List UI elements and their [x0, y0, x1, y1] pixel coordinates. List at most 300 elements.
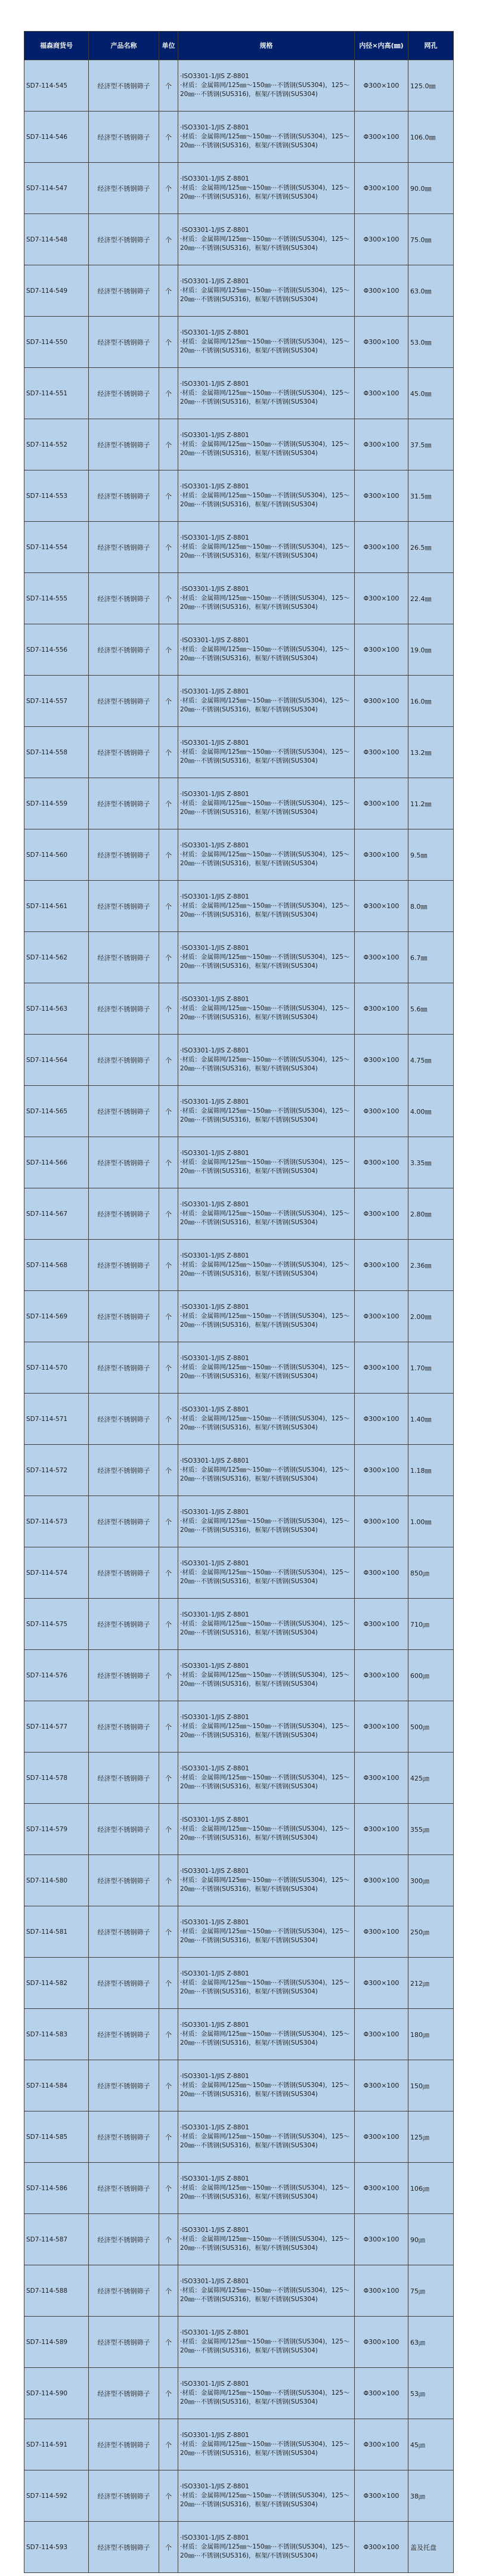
table-row [24, 778, 454, 829]
product-code-cell: SD7-114-548 [24, 214, 89, 265]
unit-cell: 个 [159, 1599, 178, 1650]
spec-material-text: ·材质：金属筛网/125㎜～150㎜⋯不锈钢(SUS304)，125～20㎜⋯不锈钢(SUS316)，框架/不锈钢(SUS304) [180, 902, 350, 918]
size-cell: Φ300×100 [355, 727, 408, 778]
spec-material-text: ·材质：金属筛网/125㎜～150㎜⋯不锈钢(SUS304)，125～20㎜⋯不锈钢(SUS316)，框架/不锈钢(SUS304) [180, 82, 350, 98]
unit-cell: 个 [159, 1137, 178, 1188]
table-row [24, 2522, 454, 2573]
unit-cell: 个 [159, 829, 178, 881]
product-name-cell: 经济型不锈钢筛子 [89, 1291, 159, 1342]
spec-cell [178, 573, 355, 624]
size-cell: Φ300×100 [355, 1086, 408, 1137]
spec-standard-text: ·ISO3301-1/JIS Z-8801 [180, 227, 249, 234]
spec-material-text: ·材质：金属筛网/125㎜～150㎜⋯不锈钢(SUS304)，125～20㎜⋯不锈钢(SUS316)，框架/不锈钢(SUS304) [180, 236, 350, 252]
mesh-cell: 1.00㎜ [408, 1496, 454, 1547]
product-name-cell: 经济型不锈钢筛子 [89, 265, 159, 317]
spec-cell [178, 522, 355, 573]
product-code-cell: SD7-114-581 [24, 1906, 89, 1958]
product-name-cell: 经济型不锈钢筛子 [89, 573, 159, 624]
mesh-cell: 16.0㎜ [408, 676, 454, 727]
product-code-cell: SD7-114-549 [24, 265, 89, 317]
table-row [24, 1240, 454, 1291]
product-code-cell: SD7-114-564 [24, 1035, 89, 1086]
size-cell: Φ300×100 [355, 1137, 408, 1188]
spec-cell [178, 1445, 355, 1496]
size-cell: Φ300×100 [355, 2265, 408, 2317]
spec-standard-text: ·ISO3301-1/JIS Z-8801 [180, 893, 249, 900]
spec-cell [178, 2317, 355, 2368]
product-name-cell: 经济型不锈钢筛子 [89, 1496, 159, 1547]
table-row [24, 317, 454, 368]
size-cell: Φ300×100 [355, 2470, 408, 2522]
product-name-cell: 经济型不锈钢筛子 [89, 778, 159, 829]
size-cell: Φ300×100 [355, 1906, 408, 1958]
table-row [24, 1650, 454, 1701]
product-code-cell: SD7-114-585 [24, 2111, 89, 2163]
product-code-cell: SD7-114-574 [24, 1547, 89, 1599]
product-name-cell: 经济型不锈钢筛子 [89, 932, 159, 983]
spec-standard-text: ·ISO3301-1/JIS Z-8801 [180, 637, 249, 644]
mesh-cell: 2.80㎜ [408, 1188, 454, 1240]
size-cell: Φ300×100 [355, 419, 408, 470]
spec-cell [178, 1753, 355, 1804]
product-name-cell: 经济型不锈钢筛子 [89, 419, 159, 470]
table-row [24, 932, 454, 983]
spec-standard-text: ·ISO3301-1/JIS Z-8801 [180, 1611, 249, 1618]
product-name-cell: 经济型不锈钢筛子 [89, 2419, 159, 2470]
product-code-cell: SD7-114-555 [24, 573, 89, 624]
spec-standard-text: ·ISO3301-1/JIS Z-8801 [180, 2483, 249, 2490]
mesh-cell: 1.18㎜ [408, 1445, 454, 1496]
spec-cell [178, 1291, 355, 1342]
spec-material-text: ·材质：金属筛网/125㎜～150㎜⋯不锈钢(SUS304)，125～20㎜⋯不锈钢(SUS316)，框架/不锈钢(SUS304) [180, 800, 350, 816]
product-name-cell: 经济型不锈钢筛子 [89, 881, 159, 932]
spec-material-text: ·材质：金属筛网/125㎜～150㎜⋯不锈钢(SUS304)，125～20㎜⋯不锈钢(SUS316)，框架/不锈钢(SUS304) [180, 595, 350, 611]
product-name-cell: 经济型不锈钢筛子 [89, 1445, 159, 1496]
unit-cell: 个 [159, 60, 178, 112]
product-code-cell: SD7-114-568 [24, 1240, 89, 1291]
mesh-cell: 2.00㎜ [408, 1291, 454, 1342]
spec-cell [178, 112, 355, 163]
spec-material-text: ·材质：金属筛网/125㎜～150㎜⋯不锈钢(SUS304)，125～20㎜⋯不锈钢(SUS316)，框架/不锈钢(SUS304) [180, 697, 350, 713]
table-row [24, 881, 454, 932]
spec-material-text: ·材质：金属筛网/125㎜～150㎜⋯不锈钢(SUS304)，125～20㎜⋯不锈钢(SUS316)，框架/不锈钢(SUS304) [180, 287, 350, 303]
product-code-cell: SD7-114-561 [24, 881, 89, 932]
spec-standard-text: ·ISO3301-1/JIS Z-8801 [180, 1765, 249, 1772]
product-name-cell: 经济型不锈钢筛子 [89, 1188, 159, 1240]
product-code-cell: SD7-114-557 [24, 676, 89, 727]
mesh-cell: 45㎛ [408, 2419, 454, 2470]
mesh-cell: 26.5㎜ [408, 522, 454, 573]
product-code-cell: SD7-114-586 [24, 2163, 89, 2214]
spec-material-text: ·材质：金属筛网/125㎜～150㎜⋯不锈钢(SUS304)，125～20㎜⋯不锈钢(SUS316)，框架/不锈钢(SUS304) [180, 2287, 350, 2303]
spec-material-text: ·材质：金属筛网/125㎜～150㎜⋯不锈钢(SUS304)，125～20㎜⋯不锈钢(SUS316)，框架/不锈钢(SUS304) [180, 2338, 350, 2354]
table-row [24, 1958, 454, 2009]
spec-material-text: ·材质：金属筛网/125㎜～150㎜⋯不锈钢(SUS304)，125～20㎜⋯不锈钢(SUS316)，框架/不锈钢(SUS304) [180, 1261, 350, 1277]
table-row [24, 60, 454, 112]
unit-cell: 个 [159, 112, 178, 163]
unit-cell: 个 [159, 932, 178, 983]
header-unit: 单位 [159, 32, 178, 60]
product-name-cell: 经济型不锈钢筛子 [89, 112, 159, 163]
table-row [24, 2111, 454, 2163]
product-name-cell: 经济型不锈钢筛子 [89, 60, 159, 112]
spec-material-text: ·材质：金属筛网/125㎜～150㎜⋯不锈钢(SUS304)，125～20㎜⋯不锈钢(SUS316)，框架/不锈钢(SUS304) [180, 851, 350, 867]
size-cell: Φ300×100 [355, 778, 408, 829]
product-name-cell: 经济型不锈钢筛子 [89, 1035, 159, 1086]
mesh-cell: 106㎛ [408, 2163, 454, 2214]
table-row [24, 2317, 454, 2368]
spec-cell [178, 778, 355, 829]
unit-cell: 个 [159, 727, 178, 778]
product-code-cell: SD7-114-562 [24, 932, 89, 983]
spec-material-text: ·材质：金属筛网/125㎜～150㎜⋯不锈钢(SUS304)，125～20㎜⋯不锈钢(SUS316)，框架/不锈钢(SUS304) [180, 1877, 350, 1893]
mesh-cell: 6.7㎜ [408, 932, 454, 983]
unit-cell: 个 [159, 1445, 178, 1496]
spec-cell [178, 1599, 355, 1650]
mesh-cell: 500㎛ [408, 1701, 454, 1753]
table-row [24, 1188, 454, 1240]
product-code-cell: SD7-114-593 [24, 2522, 89, 2573]
spec-cell [178, 624, 355, 676]
table-row [24, 1804, 454, 1855]
spec-cell [178, 1958, 355, 2009]
unit-cell: 个 [159, 1804, 178, 1855]
spec-standard-text: ·ISO3301-1/JIS Z-8801 [180, 2380, 249, 2388]
spec-standard-text: ·ISO3301-1/JIS Z-8801 [180, 2227, 249, 2234]
table-row [24, 2470, 454, 2522]
spec-cell [178, 1137, 355, 1188]
table-row [24, 1547, 454, 1599]
product-name-cell: 经济型不锈钢筛子 [89, 1547, 159, 1599]
product-name-cell: 经济型不锈钢筛子 [89, 1599, 159, 1650]
table-row [24, 2368, 454, 2419]
size-cell: Φ300×100 [355, 2163, 408, 2214]
unit-cell: 个 [159, 2214, 178, 2265]
spec-cell [178, 60, 355, 112]
mesh-cell: 4.00㎜ [408, 1086, 454, 1137]
table-row [24, 1291, 454, 1342]
unit-cell: 个 [159, 1753, 178, 1804]
size-cell: Φ300×100 [355, 214, 408, 265]
product-name-cell: 经济型不锈钢筛子 [89, 1906, 159, 1958]
unit-cell: 个 [159, 624, 178, 676]
product-name-cell: 经济型不锈钢筛子 [89, 368, 159, 419]
size-cell: Φ300×100 [355, 1035, 408, 1086]
unit-cell: 个 [159, 368, 178, 419]
header-mesh: 网孔 [408, 32, 454, 60]
spec-cell [178, 2265, 355, 2317]
spec-material-text: ·材质：金属筛网/125㎜～150㎜⋯不锈钢(SUS304)，125～20㎜⋯不锈钢(SUS316)，框架/不锈钢(SUS304) [180, 646, 350, 662]
unit-cell: 个 [159, 470, 178, 522]
spec-material-text: ·材质：金属筛网/125㎜～150㎜⋯不锈钢(SUS304)，125～20㎜⋯不锈钢(SUS316)，框架/不锈钢(SUS304) [180, 2082, 350, 2098]
size-cell: Φ300×100 [355, 1445, 408, 1496]
unit-cell: 个 [159, 1035, 178, 1086]
mesh-cell: 75㎛ [408, 2265, 454, 2317]
size-cell: Φ300×100 [355, 1188, 408, 1240]
table-row [24, 2214, 454, 2265]
size-cell: Φ300×100 [355, 265, 408, 317]
product-code-cell: SD7-114-588 [24, 2265, 89, 2317]
spec-cell [178, 2111, 355, 2163]
table-row [24, 419, 454, 470]
spec-material-text: ·材质：金属筛网/125㎜～150㎜⋯不锈钢(SUS304)，125～20㎜⋯不锈钢(SUS316)，框架/不锈钢(SUS304) [180, 338, 350, 354]
table-row [24, 829, 454, 881]
unit-cell: 个 [159, 1394, 178, 1445]
table-row [24, 2163, 454, 2214]
spec-cell [178, 163, 355, 214]
mesh-cell: 盖及托盘 [408, 2522, 454, 2573]
spec-material-text: ·材质：金属筛网/125㎜～150㎜⋯不锈钢(SUS304)，125～20㎜⋯不锈钢(SUS316)，框架/不锈钢(SUS304) [180, 1723, 350, 1739]
spec-material-text: ·材质：金属筛网/125㎜～150㎜⋯不锈钢(SUS304)，125～20㎜⋯不锈钢(SUS316)，框架/不锈钢(SUS304) [180, 748, 350, 764]
unit-cell: 个 [159, 163, 178, 214]
unit-cell: 个 [159, 1188, 178, 1240]
spec-cell [178, 2368, 355, 2419]
unit-cell: 个 [159, 2163, 178, 2214]
size-cell: Φ300×100 [355, 676, 408, 727]
table-row [24, 1599, 454, 1650]
spec-standard-text: ·ISO3301-1/JIS Z-8801 [180, 1150, 249, 1157]
product-code-cell: SD7-114-572 [24, 1445, 89, 1496]
size-cell: Φ300×100 [355, 881, 408, 932]
product-code-cell: SD7-114-552 [24, 419, 89, 470]
spec-cell [178, 2060, 355, 2111]
unit-cell: 个 [159, 265, 178, 317]
spec-material-text: ·材质：金属筛网/125㎜～150㎜⋯不锈钢(SUS304)，125～20㎜⋯不锈钢(SUS316)，框架/不锈钢(SUS304) [180, 1312, 350, 1329]
product-code-cell: SD7-114-565 [24, 1086, 89, 1137]
spec-cell [178, 1394, 355, 1445]
spec-cell [178, 2522, 355, 2573]
product-name-cell: 经济型不锈钢筛子 [89, 2317, 159, 2368]
size-cell: Φ300×100 [355, 1958, 408, 2009]
spec-cell [178, 932, 355, 983]
mesh-cell: 300㎛ [408, 1855, 454, 1906]
size-cell: Φ300×100 [355, 2368, 408, 2419]
mesh-cell: 53㎛ [408, 2368, 454, 2419]
product-code-cell: SD7-114-584 [24, 2060, 89, 2111]
mesh-cell: 425㎛ [408, 1753, 454, 1804]
table-row [24, 470, 454, 522]
unit-cell: 个 [159, 676, 178, 727]
mesh-cell: 22.4㎜ [408, 573, 454, 624]
spec-material-text: ·材质：金属筛网/125㎜～150㎜⋯不锈钢(SUS304)，125～20㎜⋯不锈钢(SUS316)，框架/不锈钢(SUS304) [180, 2133, 350, 2149]
spec-standard-text: ·ISO3301-1/JIS Z-8801 [180, 1919, 249, 1926]
spec-material-text: ·材质：金属筛网/125㎜～150㎜⋯不锈钢(SUS304)，125～20㎜⋯不锈钢(SUS316)，框架/不锈钢(SUS304) [180, 133, 350, 149]
product-code-cell: SD7-114-589 [24, 2317, 89, 2368]
size-cell: Φ300×100 [355, 983, 408, 1035]
spec-standard-text: ·ISO3301-1/JIS Z-8801 [180, 1560, 249, 1567]
product-name-cell: 经济型不锈钢筛子 [89, 2163, 159, 2214]
table-row [24, 2419, 454, 2470]
mesh-cell: 4.75㎜ [408, 1035, 454, 1086]
size-cell: Φ300×100 [355, 573, 408, 624]
table-row [24, 163, 454, 214]
size-cell: Φ300×100 [355, 932, 408, 983]
spec-cell [178, 368, 355, 419]
spec-standard-text: ·ISO3301-1/JIS Z-8801 [180, 1098, 249, 1106]
product-name-cell: 经济型不锈钢筛子 [89, 1650, 159, 1701]
spec-standard-text: ·ISO3301-1/JIS Z-8801 [180, 534, 249, 541]
product-code-cell: SD7-114-563 [24, 983, 89, 1035]
table-row [24, 214, 454, 265]
mesh-cell: 600㎛ [408, 1650, 454, 1701]
mesh-cell: 3.35㎜ [408, 1137, 454, 1188]
spec-material-text: ·材质：金属筛网/125㎜～150㎜⋯不锈钢(SUS304)，125～20㎜⋯不锈钢(SUS316)，框架/不锈钢(SUS304) [180, 1518, 350, 1534]
spec-standard-text: ·ISO3301-1/JIS Z-8801 [180, 1714, 249, 1721]
spec-material-text: ·材质：金属筛网/125㎜～150㎜⋯不锈钢(SUS304)，125～20㎜⋯不锈钢(SUS316)，框架/不锈钢(SUS304) [180, 2543, 350, 2559]
product-name-cell: 经济型不锈钢筛子 [89, 1855, 159, 1906]
size-cell: Φ300×100 [355, 1599, 408, 1650]
product-name-cell: 经济型不锈钢筛子 [89, 1342, 159, 1394]
spec-standard-text: ·ISO3301-1/JIS Z-8801 [180, 329, 249, 336]
product-code-cell: SD7-114-573 [24, 1496, 89, 1547]
mesh-cell: 19.0㎜ [408, 624, 454, 676]
unit-cell: 个 [159, 1906, 178, 1958]
spec-material-text: ·材质：金属筛网/125㎜～150㎜⋯不锈钢(SUS304)，125～20㎜⋯不锈钢(SUS316)，框架/不锈钢(SUS304) [180, 2389, 350, 2405]
spec-material-text: ·材质：金属筛网/125㎜～150㎜⋯不锈钢(SUS304)，125～20㎜⋯不锈钢(SUS316)，框架/不锈钢(SUS304) [180, 2184, 350, 2200]
unit-cell: 个 [159, 1855, 178, 1906]
product-name-cell: 经济型不锈钢筛子 [89, 2368, 159, 2419]
spec-standard-text: ·ISO3301-1/JIS Z-8801 [180, 791, 249, 798]
size-cell: Φ300×100 [355, 1291, 408, 1342]
header-code: 福森商货号 [24, 32, 89, 60]
unit-cell: 个 [159, 2060, 178, 2111]
spec-standard-text: ·ISO3301-1/JIS Z-8801 [180, 688, 249, 695]
mesh-cell: 63㎛ [408, 2317, 454, 2368]
size-cell: Φ300×100 [355, 522, 408, 573]
product-name-cell: 经济型不锈钢筛子 [89, 317, 159, 368]
product-name-cell: 经济型不锈钢筛子 [89, 2265, 159, 2317]
table-row [24, 573, 454, 624]
product-code-cell: SD7-114-566 [24, 1137, 89, 1188]
product-code-cell: SD7-114-587 [24, 2214, 89, 2265]
product-code-cell: SD7-114-545 [24, 60, 89, 112]
unit-cell: 个 [159, 1701, 178, 1753]
spec-standard-text: ·ISO3301-1/JIS Z-8801 [180, 739, 249, 747]
mesh-cell: 90.0㎜ [408, 163, 454, 214]
product-name-cell: 经济型不锈钢筛子 [89, 829, 159, 881]
unit-cell: 个 [159, 1650, 178, 1701]
unit-cell: 个 [159, 2317, 178, 2368]
table-row [24, 2009, 454, 2060]
spec-material-text: ·材质：金属筛网/125㎜～150㎜⋯不锈钢(SUS304)，125～20㎜⋯不锈钢(SUS316)，框架/不锈钢(SUS304) [180, 1415, 350, 1431]
product-code-cell: SD7-114-554 [24, 522, 89, 573]
spec-cell [178, 676, 355, 727]
product-name-cell: 经济型不锈钢筛子 [89, 1086, 159, 1137]
size-cell: Φ300×100 [355, 60, 408, 112]
spec-material-text: ·材质：金属筛网/125㎜～150㎜⋯不锈钢(SUS304)，125～20㎜⋯不锈钢(SUS316)，框架/不锈钢(SUS304) [180, 2236, 350, 2252]
product-name-cell: 经济型不锈钢筛子 [89, 2009, 159, 2060]
unit-cell: 个 [159, 2470, 178, 2522]
spec-standard-text: ·ISO3301-1/JIS Z-8801 [180, 842, 249, 849]
product-name-cell: 经济型不锈钢筛子 [89, 1240, 159, 1291]
mesh-cell: 125.0㎜ [408, 60, 454, 112]
spec-standard-text: ·ISO3301-1/JIS Z-8801 [180, 1355, 249, 1362]
size-cell: Φ300×100 [355, 1342, 408, 1394]
spec-cell [178, 983, 355, 1035]
product-name-cell: 经济型不锈钢筛子 [89, 2060, 159, 2111]
spec-cell [178, 1804, 355, 1855]
spec-material-text: ·材质：金属筛网/125㎜～150㎜⋯不锈钢(SUS304)，125～20㎜⋯不锈钢(SUS316)，框架/不锈钢(SUS304) [180, 953, 350, 970]
mesh-cell: 5.6㎜ [408, 983, 454, 1035]
table-row [24, 265, 454, 317]
unit-cell: 个 [159, 214, 178, 265]
mesh-cell: 355㎛ [408, 1804, 454, 1855]
table-row [24, 1906, 454, 1958]
spec-standard-text: ·ISO3301-1/JIS Z-8801 [180, 586, 249, 593]
product-code-cell: SD7-114-558 [24, 727, 89, 778]
unit-cell: 个 [159, 1342, 178, 1394]
table-row [24, 1086, 454, 1137]
unit-cell: 个 [159, 419, 178, 470]
product-code-cell: SD7-114-553 [24, 470, 89, 522]
spec-cell [178, 1855, 355, 1906]
size-cell: Φ300×100 [355, 163, 408, 214]
spec-cell [178, 1342, 355, 1394]
spec-cell [178, 881, 355, 932]
spec-standard-text: ·ISO3301-1/JIS Z-8801 [180, 124, 249, 131]
size-cell: Φ300×100 [355, 317, 408, 368]
size-cell: Φ300×100 [355, 2522, 408, 2573]
product-code-cell: SD7-114-571 [24, 1394, 89, 1445]
size-cell: Φ300×100 [355, 1701, 408, 1753]
table-row [24, 727, 454, 778]
unit-cell: 个 [159, 2368, 178, 2419]
spec-standard-text: ·ISO3301-1/JIS Z-8801 [180, 73, 249, 80]
unit-cell: 个 [159, 881, 178, 932]
product-code-cell: SD7-114-556 [24, 624, 89, 676]
spec-standard-text: ·ISO3301-1/JIS Z-8801 [180, 2329, 249, 2336]
size-cell: Φ300×100 [355, 624, 408, 676]
spec-cell [178, 2214, 355, 2265]
unit-cell: 个 [159, 983, 178, 1035]
spec-standard-text: ·ISO3301-1/JIS Z-8801 [180, 1509, 249, 1516]
product-name-cell: 经济型不锈钢筛子 [89, 1137, 159, 1188]
table-header [24, 32, 454, 60]
spec-cell [178, 2419, 355, 2470]
unit-cell: 个 [159, 1086, 178, 1137]
product-name-cell: 经济型不锈钢筛子 [89, 522, 159, 573]
spec-cell [178, 470, 355, 522]
product-name-cell: 经济型不锈钢筛子 [89, 624, 159, 676]
size-cell: Φ300×100 [355, 1547, 408, 1599]
mesh-cell: 850㎛ [408, 1547, 454, 1599]
size-cell: Φ300×100 [355, 2060, 408, 2111]
size-cell: Φ300×100 [355, 1496, 408, 1547]
unit-cell: 个 [159, 778, 178, 829]
table-row [24, 522, 454, 573]
spec-cell [178, 1035, 355, 1086]
spec-material-text: ·材质：金属筛网/125㎜～150㎜⋯不锈钢(SUS304)，125～20㎜⋯不锈钢(SUS316)，框架/不锈钢(SUS304) [180, 543, 350, 559]
spec-cell [178, 1086, 355, 1137]
spec-cell [178, 1496, 355, 1547]
unit-cell: 个 [159, 2111, 178, 2163]
spec-cell [178, 1650, 355, 1701]
unit-cell: 个 [159, 2265, 178, 2317]
table-row [24, 1035, 454, 1086]
product-code-cell: SD7-114-590 [24, 2368, 89, 2419]
spec-standard-text: ·ISO3301-1/JIS Z-8801 [180, 1406, 249, 1413]
size-cell: Φ300×100 [355, 2419, 408, 2470]
product-code-cell: SD7-114-550 [24, 317, 89, 368]
spec-material-text: ·材质：金属筛网/125㎜～150㎜⋯不锈钢(SUS304)，125～20㎜⋯不锈钢(SUS316)，框架/不锈钢(SUS304) [180, 1825, 350, 1841]
unit-cell: 个 [159, 1291, 178, 1342]
size-cell: Φ300×100 [355, 470, 408, 522]
mesh-cell: 13.2㎜ [408, 727, 454, 778]
spec-standard-text: ·ISO3301-1/JIS Z-8801 [180, 1252, 249, 1259]
size-cell: Φ300×100 [355, 2111, 408, 2163]
product-code-cell: SD7-114-577 [24, 1701, 89, 1753]
mesh-cell: 9.5㎜ [408, 829, 454, 881]
